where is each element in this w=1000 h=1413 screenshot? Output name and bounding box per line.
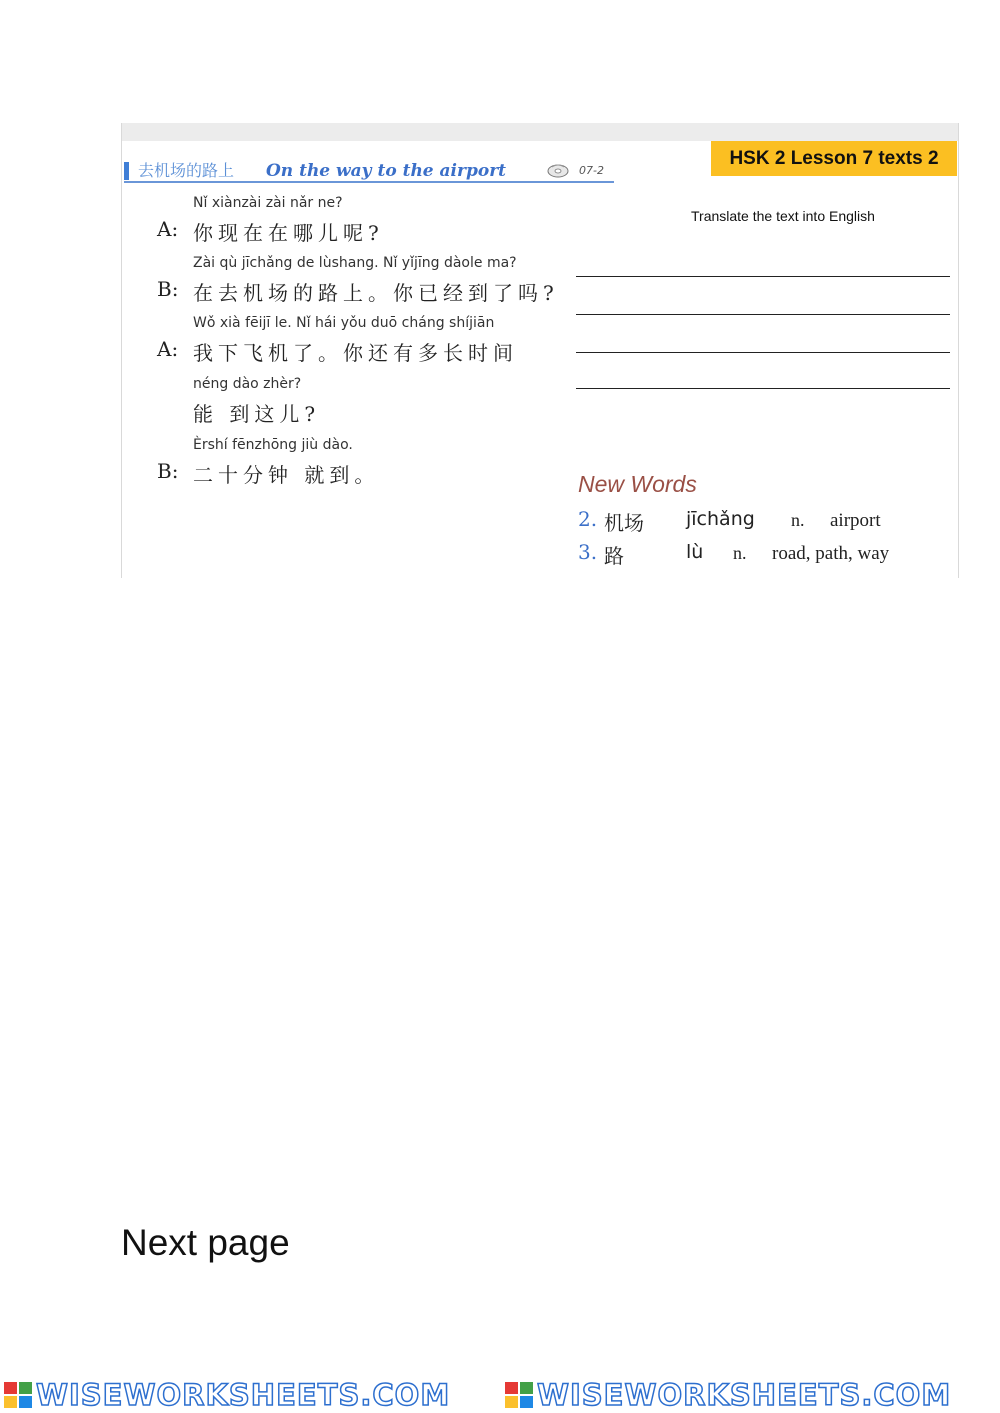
word-number: 3. xyxy=(578,540,598,564)
chinese-text: 你现在在哪儿呢? xyxy=(193,221,384,245)
card-top-bar xyxy=(122,123,958,141)
worksheet-card xyxy=(121,123,959,578)
word-part-of-speech: n. xyxy=(733,543,747,563)
pinyin-text: Nǐ xiànzài zài nǎr ne? xyxy=(193,195,343,211)
logo-tile xyxy=(520,1396,533,1408)
word-chinese: 路 xyxy=(604,544,624,568)
brand-wordmark: WISEWORKSHEETS.COM xyxy=(36,1378,451,1412)
pinyin-text: Zài qù jīchǎng de lùshang. Nǐ yǐjīng dàole ma? xyxy=(193,255,517,271)
new-word-row xyxy=(578,540,948,568)
section-underline xyxy=(124,181,614,183)
answer-line-3[interactable] xyxy=(576,352,950,353)
answer-line-4[interactable] xyxy=(576,388,950,389)
word-number: 2. xyxy=(578,507,598,531)
pinyin-text: Èrshí fēnzhōng jiù dào. xyxy=(193,437,353,453)
answer-line-2[interactable] xyxy=(576,314,950,315)
logo-grid-icon xyxy=(4,1382,32,1408)
audio-track-number: 07-2 xyxy=(579,164,604,177)
logo-tile xyxy=(19,1382,32,1394)
section-header xyxy=(124,161,614,183)
new-words-title: New Words xyxy=(578,471,697,497)
footer-brand-bar xyxy=(0,1376,1000,1413)
speaker-label: B: xyxy=(157,277,179,301)
word-meaning: road, path, way xyxy=(772,543,890,564)
speaker-label: B: xyxy=(157,459,179,483)
chinese-text: 能 到这儿? xyxy=(193,402,321,426)
brand-wordmark: WISEWORKSHEETS.COM xyxy=(537,1378,952,1412)
speaker-label: A: xyxy=(157,217,179,241)
new-word-row xyxy=(578,507,948,535)
answer-line-1[interactable] xyxy=(576,276,950,277)
logo-tile xyxy=(19,1396,32,1408)
chinese-text: 二十分钟 就到。 xyxy=(193,463,380,487)
instruction-text: Translate the text into English xyxy=(691,208,875,224)
chinese-text: 在去机场的路上。你已经到了吗? xyxy=(193,281,559,305)
logo-tile xyxy=(4,1382,17,1394)
speaker-label: A: xyxy=(157,337,179,361)
word-pinyin: jīchǎng xyxy=(686,508,755,530)
logo-grid-icon xyxy=(505,1382,533,1408)
chinese-text: 我下飞机了。你还有多长时间 xyxy=(193,341,518,365)
pinyin-text: néng dào zhèr? xyxy=(193,376,302,392)
section-title-english: On the way to the airport xyxy=(266,161,507,181)
audio-cd-icon xyxy=(546,162,570,178)
logo-tile xyxy=(520,1382,533,1394)
word-chinese: 机场 xyxy=(604,511,644,535)
word-pinyin: lù xyxy=(686,541,704,563)
lesson-badge: HSK 2 Lesson 7 texts 2 xyxy=(711,141,957,176)
word-part-of-speech: n. xyxy=(791,510,805,530)
section-title-chinese: 去机场的路上 xyxy=(138,161,235,180)
section-marker xyxy=(124,162,129,180)
logo-tile xyxy=(4,1396,17,1408)
pinyin-text: Wǒ xià fēijī le. Nǐ hái yǒu duō cháng shíjiān xyxy=(193,315,495,331)
next-page-link[interactable]: Next page xyxy=(121,1222,290,1263)
word-meaning: airport xyxy=(830,510,881,531)
logo-tile xyxy=(505,1382,518,1394)
logo-tile xyxy=(505,1396,518,1408)
